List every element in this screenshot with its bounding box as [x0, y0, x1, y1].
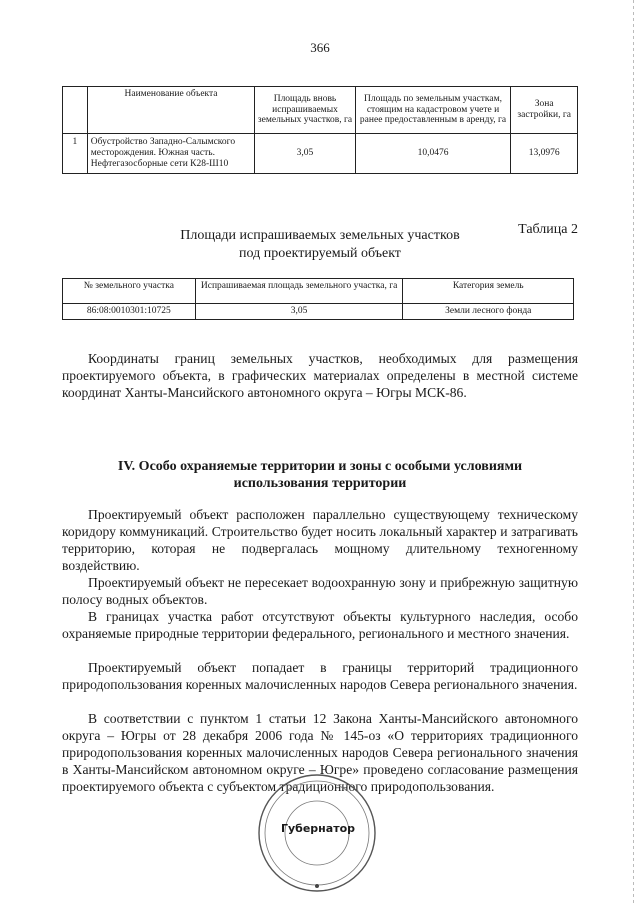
table-header-row	[63, 87, 578, 134]
paragraph-1: Проектируемый объект расположен параллельно существующему техническому коридору коммуникаций. Строительство будет носить локальный характер и затрагивать территорию, которая не подвергалась мощному длительному техногенному воздействию.	[62, 507, 578, 573]
table-cell: 1	[63, 134, 88, 174]
table-cell: Земли лесного фонда	[403, 304, 574, 320]
table-land-areas	[62, 86, 578, 174]
paragraph-4: Проектируемый объект попадает в границы территорий традиционного природопользования коренных малочисленных народов Севера регионального значения.	[62, 660, 578, 692]
paragraph-2: Проектируемый объект не пересекает водоохранную зону и прибрежную защитную полосу водных объектов.	[62, 575, 578, 607]
table-cell: Обустройство Западно-Салымского месторождения. Южная часть. Нефтегазосборные сети К28-Ш10	[87, 134, 255, 174]
table-row	[63, 304, 574, 320]
table-requested-areas	[62, 278, 574, 320]
table-header-cell: Площадь по земельным участкам, стоящим на кадастровом учете и ранее предоставленным в аренду, га	[355, 87, 511, 134]
table-header-cell: Испрашиваемая площадь земельного участка, га	[195, 279, 403, 304]
section-heading-line: использования территории	[233, 476, 407, 491]
table2-label: Таблица 2	[518, 222, 578, 237]
stamp-label: Губернатор	[280, 822, 356, 835]
table2-title	[0, 227, 640, 262]
paragraph-3: В границах участка работ отсутствуют объекты культурного наследия, особо охраняемые природные территории федерального, регионального и местного значения.	[62, 609, 578, 641]
table-cell: 10,0476	[355, 134, 511, 174]
scan-edge-line	[633, 0, 634, 905]
table-header-cell: Площадь вновь испрашиваемых земельных участков, га	[255, 87, 355, 134]
table-row	[63, 134, 578, 174]
table-cell: 86:08:0010301:10725	[63, 304, 196, 320]
table-header-cell: Категория земель	[403, 279, 574, 304]
table-header-cell	[63, 87, 88, 134]
table-header-row	[63, 279, 574, 304]
paragraph-5: В соответствии с пунктом 1 статьи 12 Закона Ханты-Мансийского автономного округа – Югры от 28 декабря 2006 года № 145-оз «О территориях традиционного природопользования коренных малочисленных народов Севера регионального значения в Ханты-Мансийском автономном округе – Югре» проведено согласование размещения проектируемого объекта с субъектом традиционного природопользования.	[62, 711, 578, 794]
section-heading	[62, 458, 578, 492]
table-cell: 13,0976	[511, 134, 578, 174]
table-header-cell: № земельного участка	[63, 279, 196, 304]
table-cell: 3,05	[195, 304, 403, 320]
paragraph-coordinates: Координаты границ земельных участков, необходимых для размещения проектируемого объекта, в графических материалах определены в местной системе координат Ханты-Мансийского автономного округа – Югры МСК-86.	[62, 351, 578, 400]
table2-title-line: под проектируемый объект	[239, 245, 401, 261]
table-header-cell: Зона застройки, га	[511, 87, 578, 134]
table-cell: 3,05	[255, 134, 355, 174]
table-header-cell: Наименование объекта	[87, 87, 255, 134]
section-heading-line: IV. Особо охраняемые территории и зоны с особыми условиями	[117, 459, 523, 474]
table2-title-line: Площади испрашиваемых земельных участков	[180, 228, 460, 243]
page-number: 366	[310, 40, 330, 55]
